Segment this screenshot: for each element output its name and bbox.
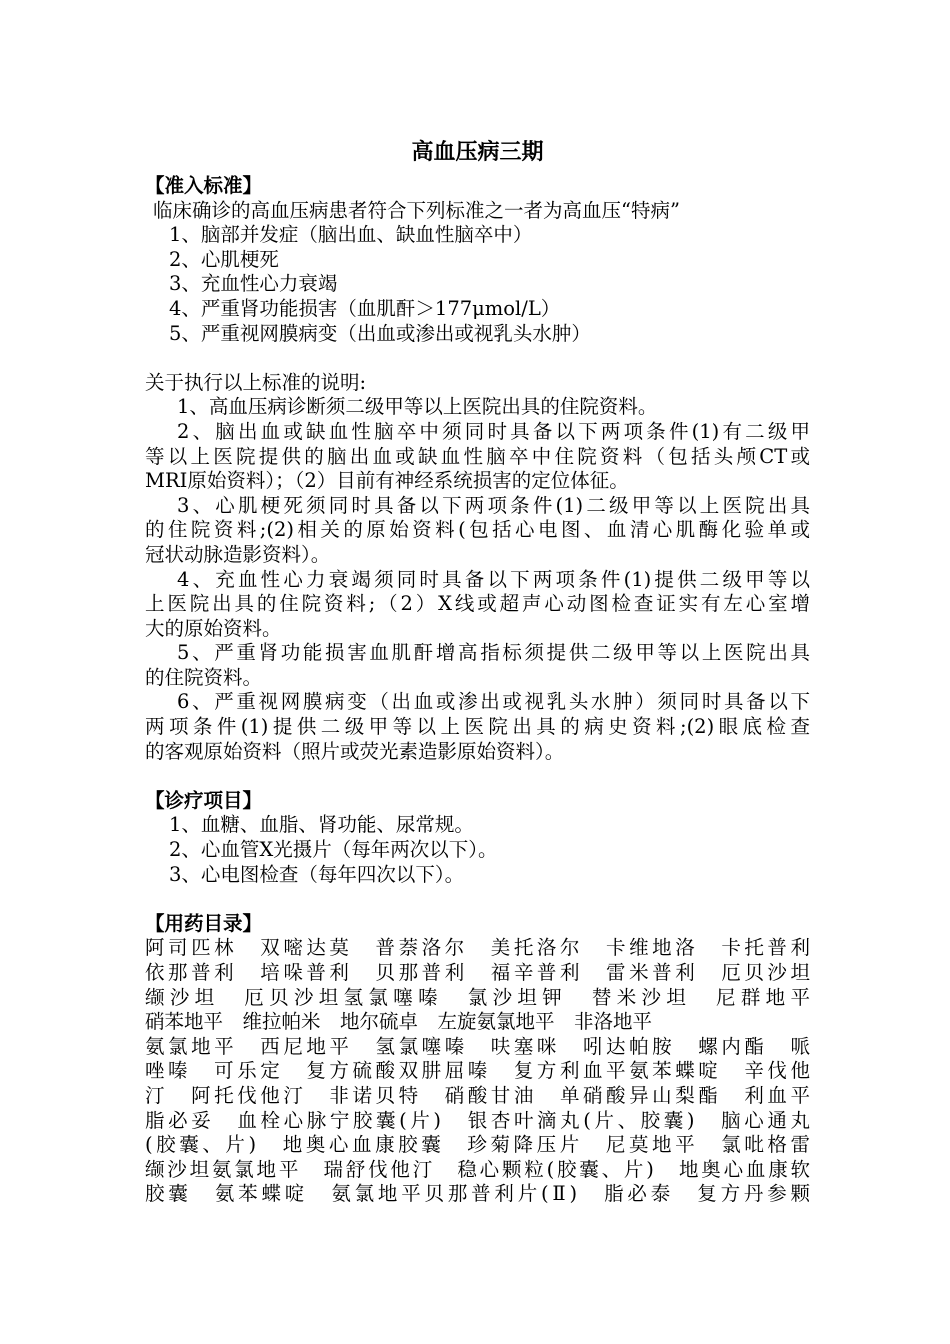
diagnosis-heading: 【诊疗项目】 [145,788,263,812]
admission-intro: 临床确诊的高血压病患者符合下列标准之一者为高血压“特病” [153,198,680,222]
explanation-line: MRI原始资料）；（2）目前有神经系统损害的定位体征。 [145,469,629,493]
medication-line: 阿司匹林 双嘧达莫 普萘洛尔 美托洛尔 卡维地洛 卡托普利 [145,936,810,960]
medication-heading: 【用药目录】 [145,911,263,935]
explanation-line: 1、高血压病诊断须二级甲等以上医院出具的住院资料。 [177,395,658,419]
explanation-line: 等以上医院提供的脑出血或缺血性脑卒中住院资料（包括头颅CT或 [145,444,810,468]
explanation-line: 冠状动脉造影资料）。 [145,542,331,566]
explanation-line: 6、严重视网膜病变（出血或渗出或视乳头水肿）须同时具备以下 [177,690,810,714]
diagnosis-section [145,789,810,887]
medication-line: 唑嗪 可乐定 复方硫酸双肼屈嗪 复方利血平氨苯蝶啶 辛伐他 [145,1059,810,1083]
criteria-item-5: 5、严重视网膜病变（出血或渗出或视乳头水肿） [169,321,591,345]
criteria-item-1: 1、脑部并发症（脑出血、缺血性脑卒中） [169,223,533,247]
medication-section [145,912,810,1207]
criteria-item-4: 4、严重肾功能损害（血肌酐＞177μmol/L） [169,296,561,320]
criteria-item-2: 2、心肌梗死 [169,247,279,271]
explanation-line: 两项条件(1)提供二级甲等以上医院出具的病史资料;(2)眼底检查 [145,715,810,739]
diagnosis-item-1: 1、血糖、血脂、肾功能、尿常规。 [169,813,474,837]
explanation-line: 的客观原始资料（照片或荧光素造影原始资料）。 [145,739,565,763]
explanation-line: 4、充血性心力衰竭须同时具备以下两项条件(1)提供二级甲等以 [177,567,810,591]
medication-line: (胶囊、片) 地奥心血康胶囊 珍菊降压片 尼莫地平 氯吡格雷 [145,1133,810,1157]
explanation-line: 5、严重肾功能损害血肌酐增高指标须提供二级甲等以上医院出具 [177,641,810,665]
explanation-line: 2、脑出血或缺血性脑卒中须同时具备以下两项条件(1)有二级甲 [177,419,810,443]
medication-line: 氨氯地平 西尼地平 氢氯噻嗪 呋塞咪 吲达帕胺 螺内酯 哌 [145,1034,810,1058]
explanation-line: 的住院资料;(2)相关的原始资料(包括心电图、血清心肌酶化验单或 [145,518,810,542]
medication-line: 缬沙坦 厄贝沙坦氢氯噻嗪 氯沙坦钾 替米沙坦 尼群地平 [145,985,810,1009]
explanation-section [145,371,810,765]
medication-line: 硝苯地平 维拉帕米 地尔硫卓 左旋氨氯地平 非洛地平 [145,1010,653,1034]
diagnosis-item-3: 3、心电图检查（每年四次以下）。 [169,862,465,886]
admission-heading: 【准入标准】 [145,174,263,197]
explanation-heading: 关于执行以上标准的说明: [145,370,367,394]
spacer [145,764,810,789]
diagnosis-item-2: 2、心血管X光摄片（每年两次以下）。 [169,838,498,862]
document-page [145,130,810,1207]
explanation-line: 的住院资料。 [145,665,263,689]
explanation-line: 3、心肌梗死须同时具备以下两项条件(1)二级甲等以上医院出具 [177,493,810,517]
spacer [145,887,810,912]
document-title: 高血压病三期 [411,139,544,165]
explanation-line: 大的原始资料。 [145,616,282,640]
medication-line: 脂必妥 血栓心脉宁胶囊(片) 银杏叶滴丸(片、胶囊) 脑心通丸 [145,1108,810,1132]
medication-line: 依那普利 培哚普利 贝那普利 福辛普利 雷米普利 厄贝沙坦 [145,961,810,984]
medication-line: 缬沙坦氨氯地平 瑞舒伐他汀 稳心颗粒(胶囊、片) 地奥心血康软 [145,1157,810,1181]
criteria-item-3: 3、充血性心力衰竭 [169,272,338,296]
admission-section [145,174,810,346]
medication-line: 胶囊 氨苯蝶啶 氨氯地平贝那普利片(Ⅱ) 脂必泰 复方丹参颗 [145,1182,810,1206]
spacer [145,346,810,371]
explanation-line: 上医院出具的住院资料;（2）X线或超声心动图检查证实有左心室增 [145,592,810,616]
medication-line: 汀 阿托伐他汀 非诺贝特 硝酸甘油 单硝酸异山梨酯 利血平 [145,1083,810,1107]
